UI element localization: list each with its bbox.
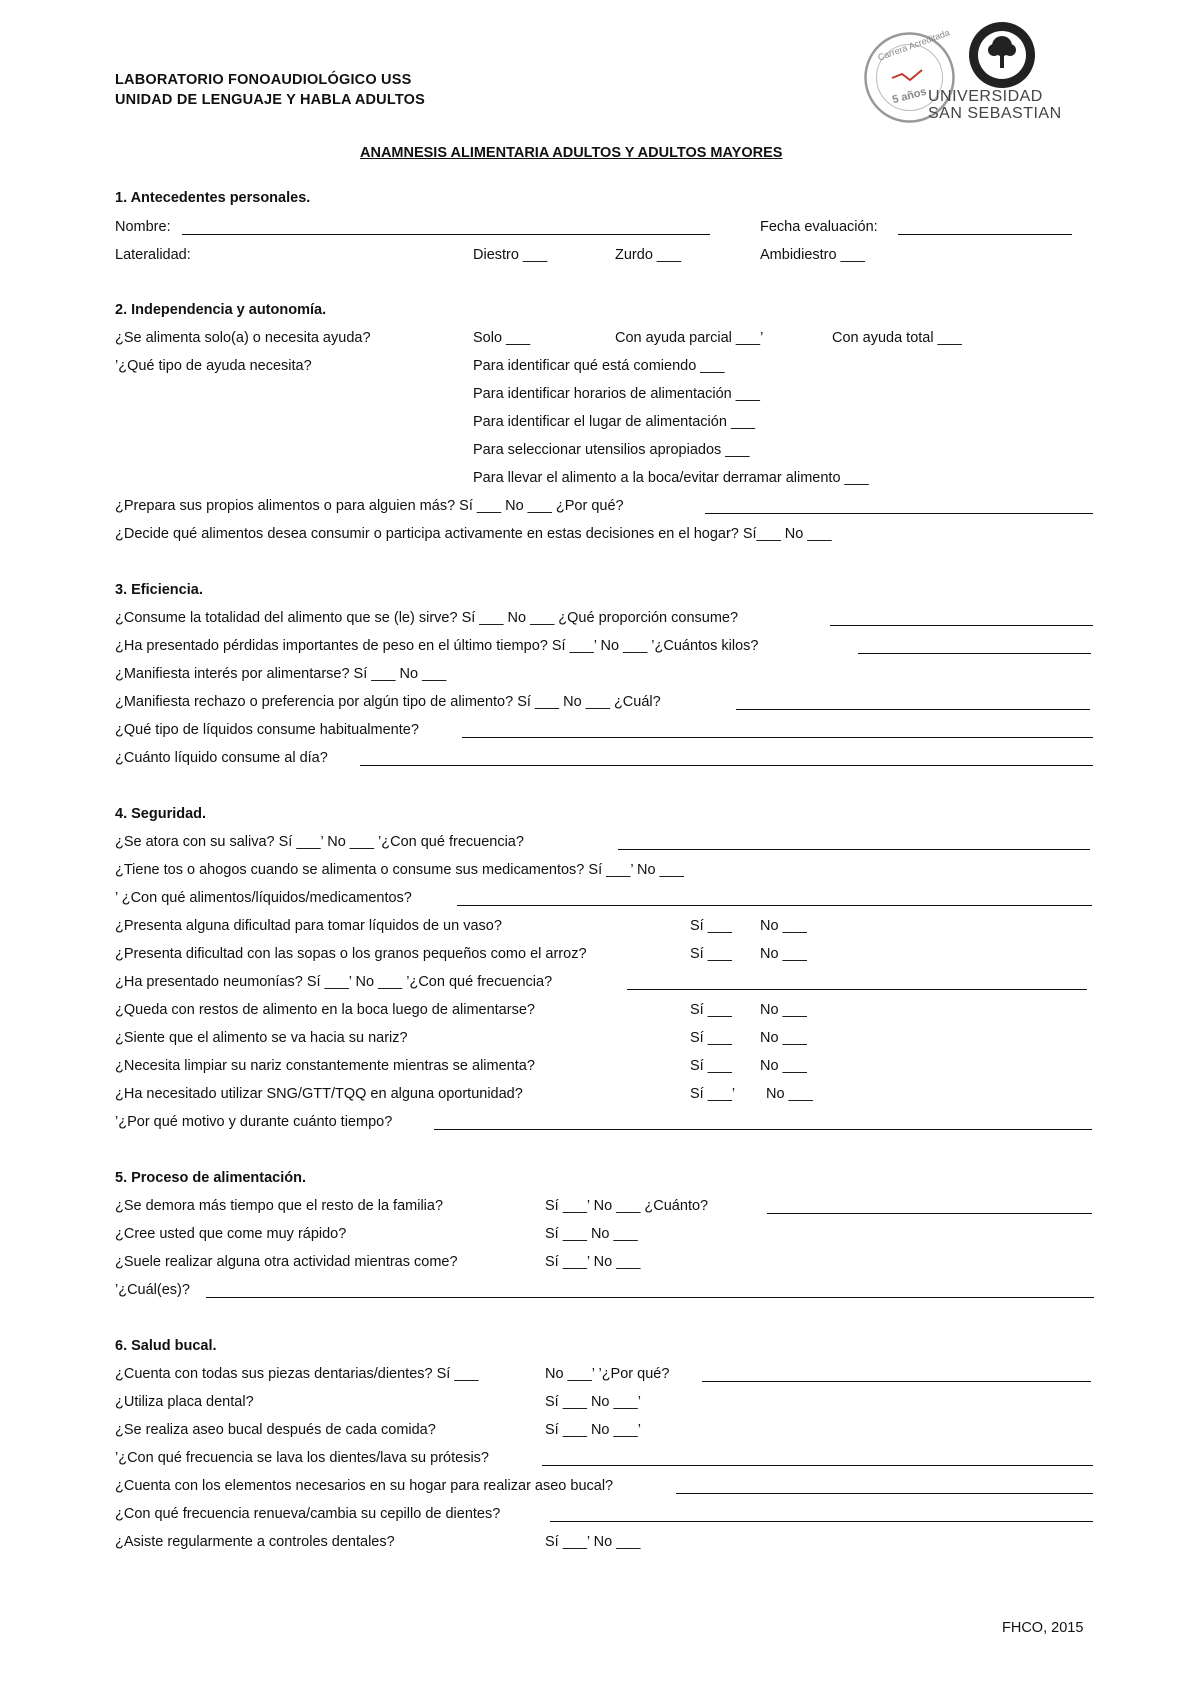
s6-question-7: ¿Asiste regularmente a controles dentales? — [115, 1534, 395, 1550]
s4-question-10: ¿Ha necesitado utilizar SNG/GTT/TQQ en alguna oportunidad? — [115, 1086, 523, 1102]
s4-q5-no[interactable]: No ___ — [760, 946, 807, 962]
seal-years: 5 años — [891, 85, 928, 107]
s6-q2-options[interactable]: Sí ___ No ___’ — [545, 1394, 641, 1410]
s4-question-4: ¿Presenta alguna dificultad para tomar líquidos de un vaso? — [115, 918, 502, 934]
s6-q4-field[interactable] — [542, 1465, 1093, 1466]
university-name-line2: SAN SEBASTIAN — [928, 105, 1062, 122]
solo-option[interactable]: Solo ___ — [473, 330, 531, 346]
s6-q7-options[interactable]: Sí ___’ No ___ — [545, 1534, 641, 1550]
ambidiestro-option[interactable]: Ambidiestro ___ — [760, 247, 865, 263]
section-3-heading: 3. Eficiencia. — [115, 582, 203, 598]
s3-question-2: ¿Ha presentado pérdidas importantes de peso en el último tiempo? Sí ___’ No ___ ’¿Cuántos kilos? — [115, 638, 759, 654]
s5-q2-options[interactable]: Sí ___ No ___ — [545, 1226, 638, 1242]
s4-question-11: ’¿Por qué motivo y durante cuánto tiempo? — [115, 1114, 393, 1130]
s4-q8-si[interactable]: Sí ___ — [690, 1030, 732, 1046]
section-6-heading: 6. Salud bucal. — [115, 1338, 217, 1354]
s3-question-6: ¿Cuánto líquido consume al día? — [115, 750, 328, 766]
s4-q10-si[interactable]: Sí ___’ — [690, 1086, 736, 1102]
lab-name: LABORATORIO FONOAUDIOLÓGICO USS — [115, 72, 412, 88]
s2-q3-field[interactable] — [705, 513, 1093, 514]
seal-text: Carrera Acreditada — [876, 27, 951, 63]
s4-q1-field[interactable] — [618, 849, 1090, 850]
s4-q3-field[interactable] — [457, 905, 1092, 906]
s3-q4-field[interactable] — [736, 709, 1090, 710]
s6-question-2: ¿Utiliza placa dental? — [115, 1394, 254, 1410]
university-name-line1: UNIVERSIDAD — [928, 88, 1043, 105]
zurdo-option[interactable]: Zurdo ___ — [615, 247, 682, 263]
s4-q9-no[interactable]: No ___ — [760, 1058, 807, 1074]
s5-question-3: ¿Suele realizar alguna otra actividad mientras come? — [115, 1254, 458, 1270]
s5-question-2: ¿Cree usted que come muy rápido? — [115, 1226, 347, 1242]
s4-question-1: ¿Se atora con su saliva? Sí ___’ No ___ ’¿Con qué frecuencia? — [115, 834, 524, 850]
s4-q11-field[interactable] — [434, 1129, 1092, 1130]
s5-q3-options[interactable]: Sí ___’ No ___ — [545, 1254, 641, 1270]
page-title: ANAMNESIS ALIMENTARIA ADULTOS Y ADULTOS MAYORES — [360, 145, 783, 161]
s5-q1-options[interactable]: Sí ___’ No ___ ¿Cuánto? — [545, 1198, 709, 1214]
s5-q1-field[interactable] — [767, 1213, 1092, 1214]
section-1-heading: 1. Antecedentes personales. — [115, 190, 311, 206]
s4-question-3: ’ ¿Con qué alimentos/líquidos/medicamentos? — [115, 890, 412, 906]
s4-q5-si[interactable]: Sí ___ — [690, 946, 732, 962]
s4-question-2: ¿Tiene tos o ahogos cuando se alimenta o consume sus medicamentos? Sí ___’ No ___ — [115, 862, 684, 878]
fecha-field[interactable] — [898, 234, 1072, 235]
s6-question-6: ¿Con qué frecuencia renueva/cambia su cepillo de dientes? — [115, 1506, 501, 1522]
university-emblem — [967, 20, 1037, 90]
s6-question-1: ¿Cuenta con todas sus piezas dentarias/dientes? Sí ___ — [115, 1366, 479, 1382]
s6-question-3: ¿Se realiza aseo bucal después de cada comida? — [115, 1422, 436, 1438]
s5-q4-field[interactable] — [206, 1297, 1094, 1298]
s4-q7-si[interactable]: Sí ___ — [690, 1002, 732, 1018]
section-5-heading: 5. Proceso de alimentación. — [115, 1170, 306, 1186]
ayuda-parcial-option[interactable]: Con ayuda parcial ___’ — [615, 330, 764, 346]
lateralidad-label: Lateralidad: — [115, 247, 191, 263]
s6-q3-options[interactable]: Sí ___ No ___’ — [545, 1422, 641, 1438]
s6-q5-field[interactable] — [676, 1493, 1093, 1494]
s5-question-1: ¿Se demora más tiempo que el resto de la familia? — [115, 1198, 444, 1214]
s4-q7-no[interactable]: No ___ — [760, 1002, 807, 1018]
fecha-label: Fecha evaluación: — [760, 219, 878, 235]
s2-question-2: ’¿Qué tipo de ayuda necesita? — [115, 358, 312, 374]
s6-question-5: ¿Cuenta con los elementos necesarios en su hogar para realizar aseo bucal? — [115, 1478, 614, 1494]
footer-credit: FHCO, 2015 — [1002, 1620, 1084, 1636]
s3-question-1: ¿Consume la totalidad del alimento que se (le) sirve? Sí ___ No ___ ¿Qué proporción consume? — [115, 610, 739, 626]
s3-question-3: ¿Manifiesta interés por alimentarse? Sí ___ No ___ — [115, 666, 447, 682]
s4-question-8: ¿Siente que el alimento se va hacia su nariz? — [115, 1030, 408, 1046]
s2-question-4: ¿Decide qué alimentos desea consumir o participa activamente en estas decisiones en el hogar? Sí___ No ___ — [115, 526, 832, 542]
s6-q1-options[interactable]: No ___’ ’¿Por qué? — [545, 1366, 670, 1382]
s2-question-3: ¿Prepara sus propios alimentos o para alguien más? Sí ___ No ___ ¿Por qué? — [115, 498, 624, 514]
ayuda-option-4[interactable]: Para seleccionar utensilios apropiados ___ — [473, 442, 750, 458]
s4-q4-no[interactable]: No ___ — [760, 918, 807, 934]
s6-q1-field[interactable] — [702, 1381, 1091, 1382]
s3-question-4: ¿Manifiesta rechazo o preferencia por algún tipo de alimento? Sí ___ No ___ ¿Cuál? — [115, 694, 661, 710]
s4-q10-no[interactable]: No ___ — [766, 1086, 813, 1102]
s4-question-9: ¿Necesita limpiar su nariz constantemente mientras se alimenta? — [115, 1058, 535, 1074]
ayuda-option-2[interactable]: Para identificar horarios de alimentación ___ — [473, 386, 760, 402]
s3-q6-field[interactable] — [360, 765, 1093, 766]
unit-name: UNIDAD DE LENGUAJE Y HABLA ADULTOS — [115, 92, 425, 108]
s3-q1-field[interactable] — [830, 625, 1093, 626]
s3-question-5: ¿Qué tipo de líquidos consume habitualmente? — [115, 722, 419, 738]
nombre-label: Nombre: — [115, 219, 171, 235]
ayuda-option-5[interactable]: Para llevar el alimento a la boca/evitar derramar alimento ___ — [473, 470, 869, 486]
s4-question-5: ¿Presenta dificultad con las sopas o los granos pequeños como el arroz? — [115, 946, 587, 962]
s3-q2-field[interactable] — [858, 653, 1091, 654]
s4-q4-si[interactable]: Sí ___ — [690, 918, 732, 934]
ayuda-option-3[interactable]: Para identificar el lugar de alimentación ___ — [473, 414, 756, 430]
s4-question-7: ¿Queda con restos de alimento en la boca luego de alimentarse? — [115, 1002, 535, 1018]
s5-question-4: ’¿Cuál(es)? — [115, 1282, 190, 1298]
s2-question-1: ¿Se alimenta solo(a) o necesita ayuda? — [115, 330, 371, 346]
ayuda-total-option[interactable]: Con ayuda total ___ — [832, 330, 962, 346]
s4-q9-si[interactable]: Sí ___ — [690, 1058, 732, 1074]
diestro-option[interactable]: Diestro ___ — [473, 247, 548, 263]
ayuda-option-1[interactable]: Para identificar qué está comiendo ___ — [473, 358, 725, 374]
nombre-field[interactable] — [182, 234, 710, 235]
s4-question-6: ¿Ha presentado neumonías? Sí ___’ No ___ ’¿Con qué frecuencia? — [115, 974, 553, 990]
s6-question-4: ’¿Con qué frecuencia se lava los dientes/lava su prótesis? — [115, 1450, 489, 1466]
s4-q6-field[interactable] — [627, 989, 1087, 990]
s4-q8-no[interactable]: No ___ — [760, 1030, 807, 1046]
section-2-heading: 2. Independencia y autonomía. — [115, 302, 327, 318]
s3-q5-field[interactable] — [462, 737, 1093, 738]
s6-q6-field[interactable] — [550, 1521, 1093, 1522]
section-4-heading: 4. Seguridad. — [115, 806, 207, 822]
